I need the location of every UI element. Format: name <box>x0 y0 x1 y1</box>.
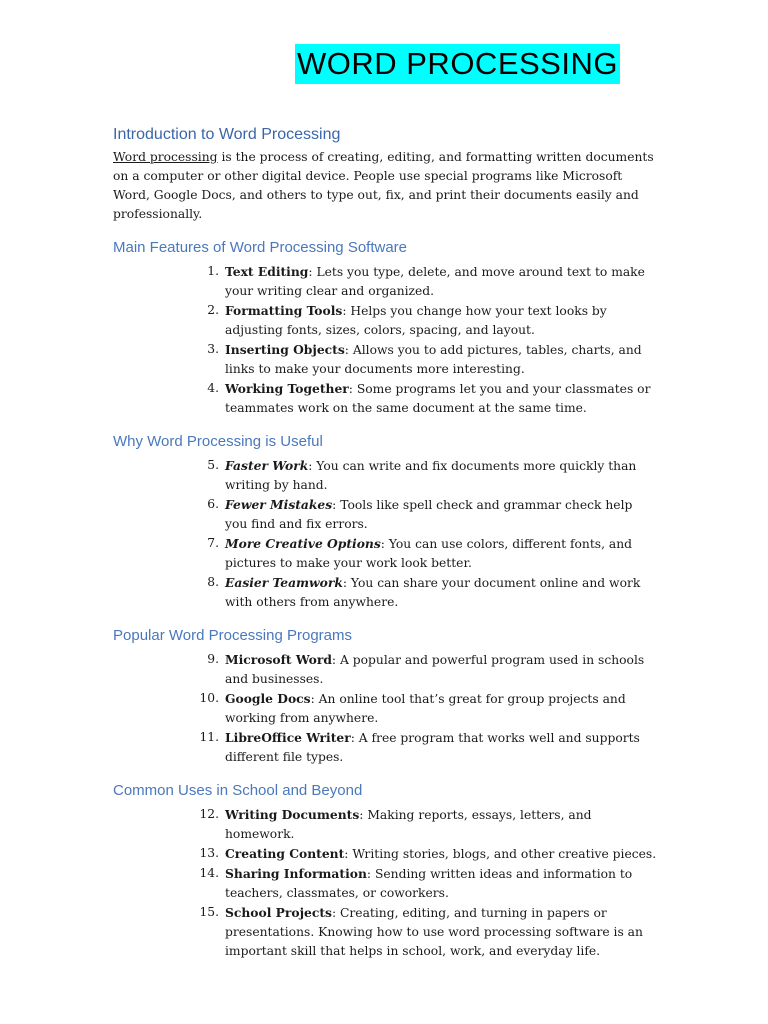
list-number: 8. <box>207 575 219 589</box>
list-term: Formatting Tools <box>225 303 343 318</box>
document-title: WORD PROCESSING <box>295 44 620 84</box>
document-body <box>113 125 658 961</box>
list-number: 9. <box>207 652 219 666</box>
list-item <box>113 456 658 495</box>
list-item <box>113 262 658 301</box>
list-text: : A free program that works well and supports different file types. <box>225 731 640 764</box>
section-heading-features: Main Features of Word Processing Software <box>113 239 408 256</box>
list-text: : Making reports, essays, letters, and homework. <box>225 808 592 841</box>
section-heading-programs: Popular Word Processing Programs <box>113 627 352 644</box>
list-number: 10. <box>199 691 219 705</box>
list-term: Easier Teamwork <box>225 575 343 590</box>
list-text: : Allows you to add pictures, tables, charts, and links to make your documents more interesting. <box>225 343 642 376</box>
programs-list <box>113 650 658 767</box>
list-item <box>113 844 658 864</box>
list-term: Sharing Information <box>225 866 367 881</box>
list-term: Working Together <box>225 381 349 396</box>
list-term: Fewer Mistakes <box>225 497 333 512</box>
list-number: 5. <box>207 458 219 472</box>
list-term: Creating Content <box>225 846 345 861</box>
intro-paragraph <box>113 148 658 224</box>
list-item <box>113 689 658 728</box>
list-number: 4. <box>207 381 219 395</box>
list-number: 3. <box>207 342 219 356</box>
list-number: 12. <box>199 807 219 821</box>
list-item <box>113 534 658 573</box>
list-text: : You can use colors, different fonts, and pictures to make your work look better. <box>225 537 633 570</box>
list-text: : An online tool that’s great for group projects and working from anywhere. <box>225 692 626 725</box>
list-item <box>113 301 658 340</box>
list-text: : Lets you type, delete, and move around text to make your writing clear and organized. <box>225 265 645 298</box>
list-item <box>113 805 658 844</box>
list-term: Microsoft Word <box>225 652 332 667</box>
list-text: : Some programs let you and your classmates or teammates work on the same document at the same time. <box>225 382 651 415</box>
features-list <box>113 262 658 418</box>
list-item <box>113 728 658 767</box>
list-number: 14. <box>199 866 219 880</box>
list-text: : Sending written ideas and information to teachers, classmates, or coworkers. <box>225 867 633 900</box>
list-term: Faster Work <box>225 458 309 473</box>
list-number: 13. <box>199 846 219 860</box>
benefits-list <box>113 456 658 612</box>
list-item <box>113 864 658 903</box>
list-text: : Writing stories, blogs, and other creative pieces. <box>344 847 657 861</box>
list-term: Text Editing <box>225 264 309 279</box>
list-item <box>113 903 658 961</box>
list-item <box>113 650 658 689</box>
list-text: : You can write and fix documents more quickly than writing by hand. <box>225 459 637 492</box>
list-item <box>113 379 658 418</box>
list-item <box>113 573 658 612</box>
list-text: : Tools like spell check and grammar check help you find and fix errors. <box>225 498 633 531</box>
list-term: LibreOffice Writer <box>225 730 351 745</box>
list-item <box>113 340 658 379</box>
intro-text: is the process of creating, editing, and formatting written documents on a computer or other digital device. People use special programs like Microsoft Word, Google Docs, and others to type out, fix, and print their documents easily and professionally. <box>113 150 654 221</box>
list-text: : Creating, editing, and turning in papers or presentations. Knowing how to use word processing software is an important skill that helps in school, work, and everyday life. <box>225 906 643 958</box>
list-number: 7. <box>207 536 219 550</box>
intro-heading: Introduction to Word Processing <box>113 126 341 143</box>
list-term: More Creative Options <box>225 536 381 551</box>
list-number: 2. <box>207 303 219 317</box>
list-text: : A popular and powerful program used in schools and businesses. <box>225 653 645 686</box>
list-term: Writing Documents <box>225 807 360 822</box>
list-text: : Helps you change how your text looks by adjusting fonts, sizes, colors, spacing, and layout. <box>225 304 607 337</box>
list-number: 1. <box>207 264 219 278</box>
list-number: 15. <box>199 905 219 919</box>
list-number: 11. <box>199 730 219 744</box>
list-text: : You can share your document online and work with others from anywhere. <box>225 576 641 609</box>
list-term: Google Docs <box>225 691 311 706</box>
uses-list <box>113 805 658 961</box>
section-heading-useful: Why Word Processing is Useful <box>113 433 323 450</box>
list-number: 6. <box>207 497 219 511</box>
section-heading-uses: Common Uses in School and Beyond <box>113 782 363 799</box>
intro-term: Word processing <box>113 150 218 164</box>
list-term: School Projects <box>225 905 332 920</box>
list-term: Inserting Objects <box>225 342 345 357</box>
list-item <box>113 495 658 534</box>
